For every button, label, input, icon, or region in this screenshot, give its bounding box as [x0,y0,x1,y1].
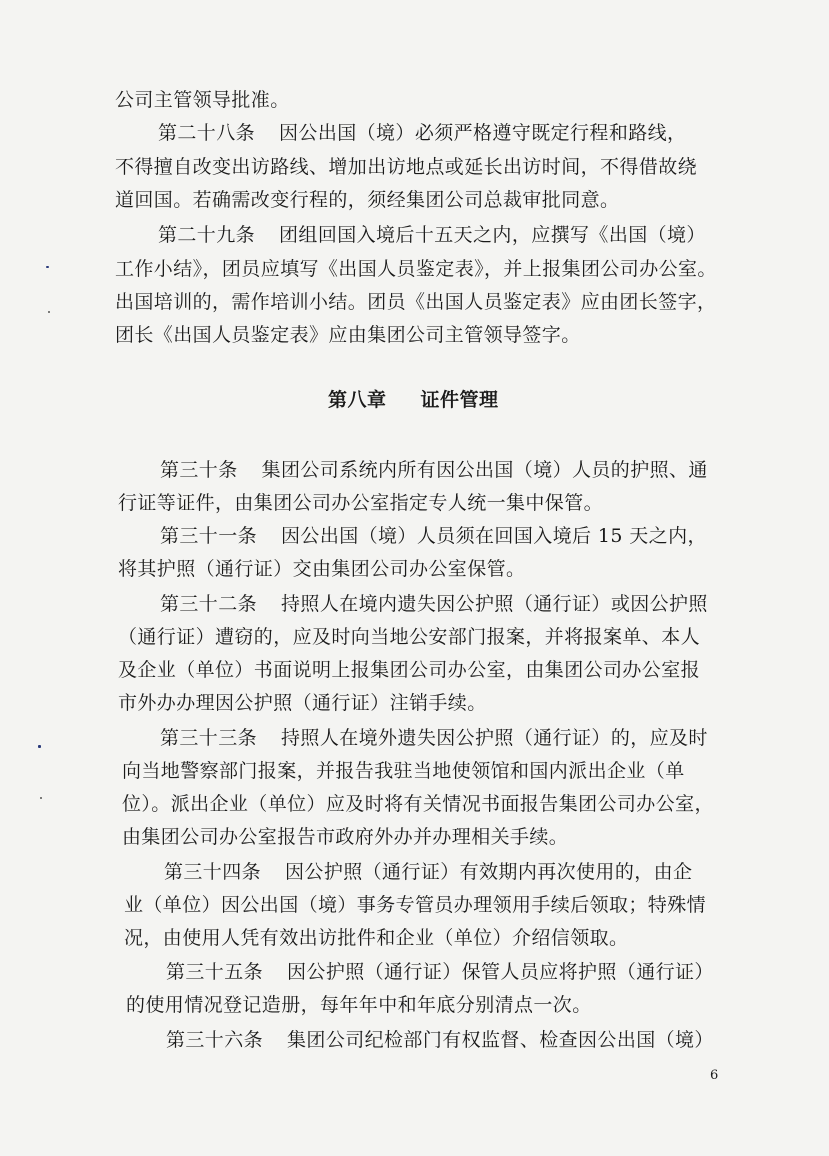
article-line: 第三十条 集团公司系统内所有因公出国（境）人员的护照、通 [160,459,708,481]
article-number: 第三十五条 [166,961,264,983]
text-line: 将其护照（通行证）交由集团公司办公室保管。 [118,558,526,580]
scan-speck [46,266,49,268]
text-line: 况，由使用人凭有效出访批件和企业（单位）介绍信领取。 [124,927,629,949]
text-line: 不得擅自改变出访路线、增加出访地点或延长出访时间，不得借故绕 [115,156,698,178]
chapter-title: 证件管理 [420,389,499,411]
chapter-heading [328,388,499,412]
text-line: 及企业（单位）书面说明上报集团公司办公室，由集团公司办公室报 [118,659,701,681]
article-number: 第三十六条 [166,1029,264,1051]
article-line: 第三十二条 持照人在境内遗失因公护照（通行证）或因公护照 [160,593,708,615]
scan-speck [40,797,42,799]
text-line: 位）。派出企业（单位）应及时将有关情况书面报告集团公司办公室， [122,793,714,815]
article-number: 第三十一条 [160,525,258,547]
article-line: 第三十六条 集团公司纪检部门有权监督、检查因公出国（境） [166,1029,714,1051]
text-line: 业（单位）因公出国（境）事务专管员办理领用手续后领取；特殊情 [124,894,707,916]
article-number: 第二十八条 [158,122,256,144]
article-number: 第三十四条 [164,861,262,883]
text-line: 向当地警察部门报案，并报告我驻当地使领馆和国内派出企业（单 [122,760,685,782]
scan-speck [38,745,41,748]
article-line: 第三十四条 因公护照（通行证）有效期内再次使用的，由企 [164,861,693,883]
scan-speck [48,311,50,313]
text-line: 由集团公司办公室报告市政府外办并办理相关手续。 [122,826,569,848]
text-line: 市外办办理因公护照（通行证）注销手续。 [118,692,487,714]
article-number: 第三十二条 [160,593,258,615]
article-number: 第三十三条 [160,727,258,749]
article-line: 第二十九条 团组回国入境后十五天之内，应撰写《出国（境） [158,224,706,246]
text-line: 工作小结》，团员应填写《出国人员鉴定表》，并上报集团公司办公室。 [115,258,717,280]
article-number: 第二十九条 [158,224,256,246]
article-line: 第三十三条 持照人在境外遗失因公护照（通行证）的，应及时 [160,727,708,749]
text-line: 行证等证件，由集团公司办公室指定专人统一集中保管。 [118,492,604,514]
text-line: 公司主管领导批准。 [115,89,290,111]
text-line: 的使用情况登记造册，每年年中和年底分别清点一次。 [126,994,592,1016]
article-line: 第三十五条 因公护照（通行证）保管人员应将护照（通行证） [166,961,714,983]
text-line: 道回国。若确需改变行程的，须经集团公司总裁审批同意。 [115,189,620,211]
article-line: 第二十八条 因公出国（境）必须严格遵守既定行程和路线， [158,122,687,144]
text-line: 出国培训的，需作培训小结。团员《出国人员鉴定表》应由团长签字， [115,291,717,313]
text-line: 团长《出国人员鉴定表》应由集团公司主管领导签字。 [115,324,581,346]
text-line: （通行证）遭窃的，应及时向当地公安部门报案，并将报案单、本人 [118,626,701,648]
chapter-number: 第八章 [328,389,387,411]
article-line: 第三十一条 因公出国（境）人员须在回国入境后 15 天之内， [160,525,707,547]
article-number: 第三十条 [160,459,238,481]
page-number: 6 [710,1068,719,1083]
